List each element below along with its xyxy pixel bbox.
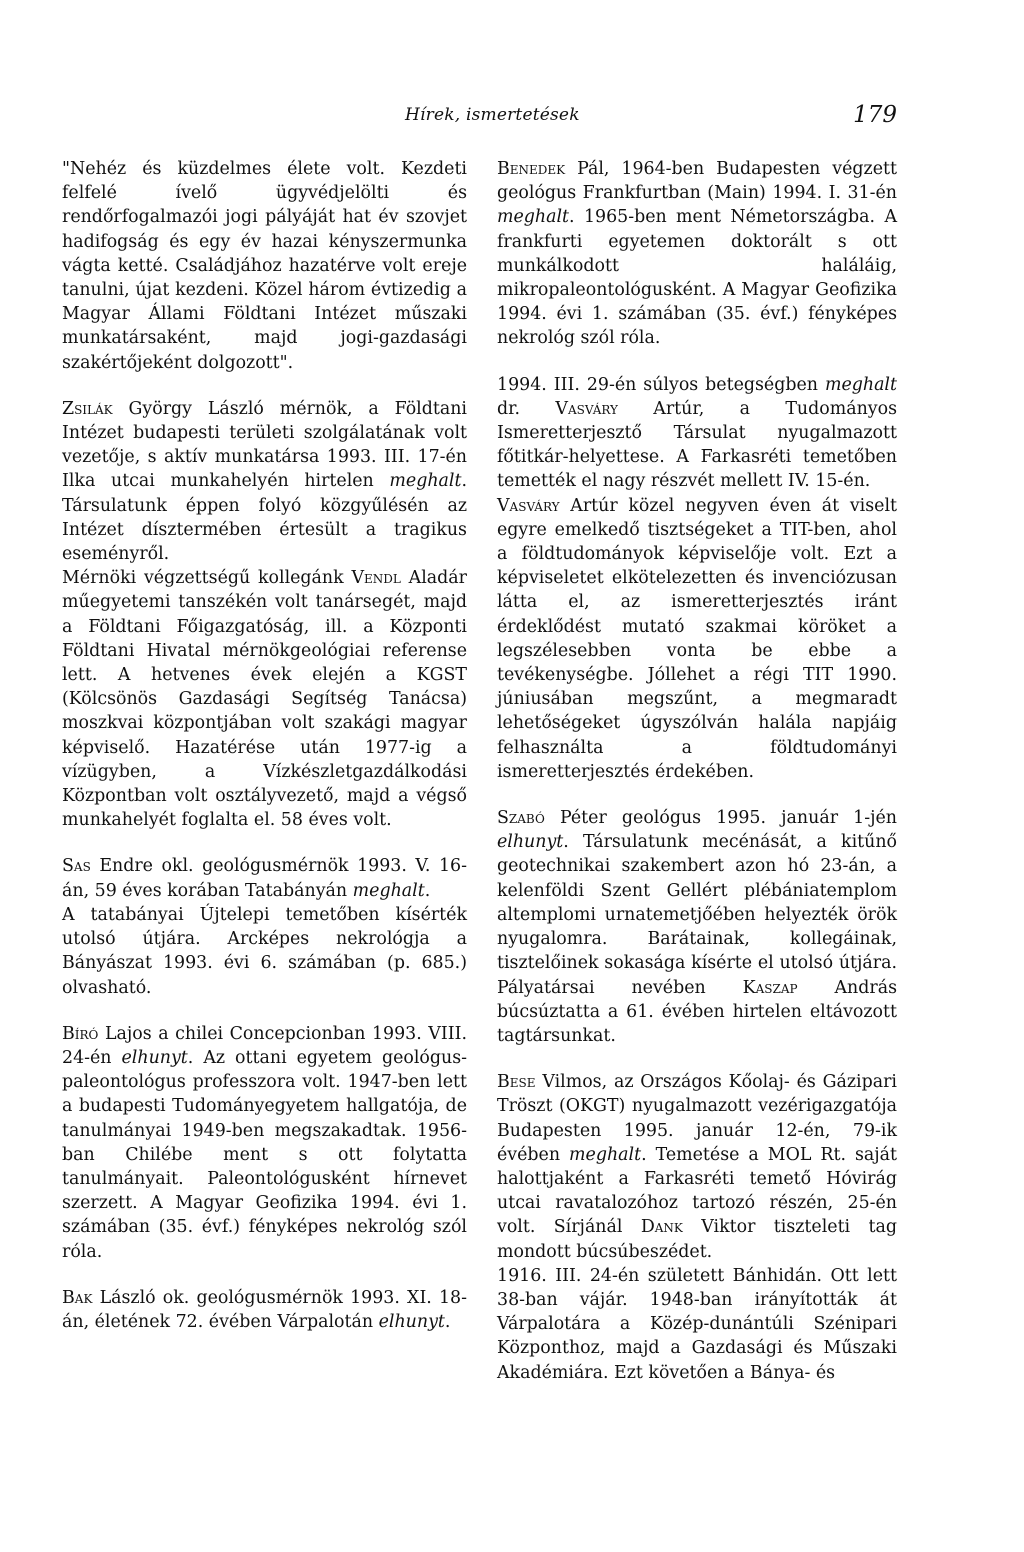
person-name: Szabó bbox=[497, 808, 545, 829]
person-name: Bese bbox=[497, 1072, 536, 1093]
emphasis-text: elhunyt bbox=[378, 1311, 445, 1332]
emphasis-text: meghalt bbox=[352, 880, 425, 901]
body-text: András búcsúztatta a 61. évében hirtelen eltávozott tagtársunkat. bbox=[497, 977, 897, 1046]
obituary-paragraph bbox=[497, 494, 897, 784]
obituary-paragraph bbox=[62, 854, 467, 902]
obituary-paragraph bbox=[497, 806, 897, 1048]
person-name: Kaszap bbox=[742, 977, 798, 998]
body-text: Viktor tiszteleti tag mondott búcsúbeszédet. bbox=[497, 1217, 897, 1262]
obituary-paragraph bbox=[497, 157, 897, 351]
right-column bbox=[497, 157, 897, 1385]
body-text: . bbox=[424, 880, 431, 901]
person-name: Sas bbox=[62, 856, 91, 877]
body-text: . Társulatunk mecénását, a kitűnő geotechnikai szakembert azon hó 23-án, a kelenföldi Szent Gellért plébániatemplom altemplomi urnatemetjőében helyezték örök nyugalomra. Barátainak, kollegáinak, tisztelőinek sokasága kísérte el utolsó útjára. Pályatársai nevében bbox=[497, 832, 897, 998]
body-text: Endre okl. geológusmérnök 1993. V. 16-án, 59 éves korában Tatabányán bbox=[62, 856, 467, 901]
body-text: . bbox=[444, 1311, 451, 1332]
body-text: Péter geológus 1995. január 1-jén bbox=[544, 808, 897, 829]
obituary-paragraph bbox=[62, 903, 467, 1000]
body-text: Lajos a chilei Concepcionban 1993. VIII. 24-én bbox=[62, 1023, 467, 1068]
obituary-paragraph bbox=[62, 1286, 467, 1334]
obituary-paragraph bbox=[62, 1022, 467, 1264]
emphasis-text: elhunyt bbox=[497, 832, 564, 853]
left-column bbox=[62, 157, 467, 1334]
person-name: Vendl bbox=[351, 568, 401, 589]
body-text: . Társulatunk éppen folyó közgyűlésén az Intézet dísztermében értesült a tragikus eseményről. bbox=[62, 471, 467, 565]
obituary-paragraph bbox=[497, 1264, 897, 1385]
body-text: Pál, 1964-ben Budapesten végzett geológus Frankfurtban (Main) 1994. I. 31-én bbox=[497, 159, 897, 204]
body-text: . Temetése a MOL Rt. saját halottjaként a Farkasréti temető Hóvirág utcai ravatalozóhoz tartozó részén, 25-én volt. Sírjánál bbox=[497, 1144, 898, 1238]
person-name: Bak bbox=[62, 1287, 93, 1308]
body-text: . 1965-ben ment Németországba. A frankfurti egyetemen doktorált s ott munkálkodott haláláig, mikropaleontológusként. A Magyar Geofizika 1994. évi 1. számában (35. évf.) fényképes nekrológ szól róla. bbox=[497, 207, 897, 349]
body-text: Artúr közel negyven éven át viselt egyre emelkedő tisztségeket a TIT-ben, ahol a földtudományok képviselője volt. Ezt a képviseletet elkötelezetten és invenciózusan látta el, az ismeretterjesztés iránt érdeklődést mutató szakmai köröket a legszélesebben vonta be ebbe a tevékenységbe. Jóllehet a régi TIT 1990. júniusában megszűnt, a megmaradt lehetőségeket úgyszólván halála napjáig felhasználta a földtudományi ismeretterjesztés érdekében. bbox=[497, 495, 897, 782]
obituary-paragraph bbox=[62, 566, 467, 832]
body-text: A tatabányai Újtelepi temetőben kísérték utolsó útjára. Arcképes nekrológja a Bányászat 1993. évi 6. számában (p. 685.) olvasható. bbox=[62, 904, 467, 998]
emphasis-text: meghalt bbox=[389, 471, 462, 492]
body-text: dr. bbox=[497, 398, 556, 419]
body-text: Mérnöki végzettségű kollegánk bbox=[62, 568, 352, 589]
body-text: Aladár műegyetemi tanszékén volt tanársegét, majd a Földtani Főigazgatóság, ill. a Központi Földtani Hivatal mérnökgeológiai referense lett. A hetvenes évek elején a KGST (Kölcsönös Gazdasági Segítség Tanácsa) moszkvai központjában volt szakági magyar képviselő. Hazatérése után 1977-ig a vízügyben, a Vízkészletgazdálkodási Központban volt osztályvezető, majd a végső munkahelyét foglalta el. 58 éves volt. bbox=[62, 568, 467, 831]
body-text: "Nehéz és küzdelmes élete volt. Kezdeti felfelé ívelő ügyvédjelölti és rendőrfogalmazói jogi pályáját hat év szovjet hadifogság és egy év hazai kényszermunka vágta ketté. Családjához hazatérve volt ereje tanulni, újat kezdeni. Közel három évtizedig a Magyar Állami Földtani Intézet műszaki munkatársaként, majd jogi-gazdasági szakértőjeként dolgozott". bbox=[62, 159, 467, 373]
person-name: Vasváry bbox=[555, 398, 618, 419]
obituary-paragraph bbox=[497, 1070, 897, 1264]
person-name: Benedek bbox=[497, 159, 566, 179]
body-text: . Az ottani egyetem geológus-paleontológus professzora volt. 1947-ben lett a budapesti Tudományegyetem hallgatója, de tanulmányai 1949-ben megszakadtak. 1956-ban Chilébe ment s ott folytatta tanulmányait. Paleontológusként hírnevet szerzett. A Magyar Geofizika 1994. évi 1. számában (35. évf.) fényképes nekrológ szól róla. bbox=[62, 1047, 468, 1262]
emphasis-text: meghalt bbox=[824, 374, 897, 395]
body-text: 1994. III. 29-én súlyos betegségben bbox=[497, 374, 825, 395]
obituary-paragraph bbox=[62, 397, 467, 566]
body-text: Artúr, a Tudományos Ismeretterjesztő Társulat nyugalmazott főtitkár-helyettese. A Farkasréti temetőben temették el nagy részvét mellett IV. 15-én. bbox=[497, 398, 898, 492]
body-text: Vilmos, az Országos Kőolaj- és Gázipari Tröszt (OKGT) nyugalmazott vezérigazgatója Budapesten 1995. január 12-én, 79-ik évében bbox=[497, 1072, 897, 1165]
obituary-paragraph bbox=[62, 157, 467, 375]
running-title: Hírek, ismertetések bbox=[405, 105, 580, 125]
page-number: 179 bbox=[853, 102, 897, 128]
body-text: György László mérnök, a Földtani Intézet budapesti területi szolgálatának volt vezetője, s aktív munkatársa 1993. III. 17-én Ilka utcai munkahelyén hirtelen bbox=[62, 398, 467, 492]
body-text: 1916. III. 24-én született Bánhidán. Ott lett 38-ban vájár. 1948-ban irányították át Várpalotára a Közép-dunántúli Szénipari Központhoz, majd a Gazdasági és Műszaki Akadémiára. Ezt követően a Bánya- és bbox=[497, 1265, 897, 1383]
person-name: Vasváry bbox=[497, 495, 560, 516]
emphasis-text: meghalt bbox=[497, 207, 570, 228]
emphasis-text: meghalt bbox=[569, 1144, 642, 1165]
emphasis-text: elhunyt bbox=[121, 1047, 188, 1068]
person-name: Zsilák bbox=[62, 398, 113, 419]
page-header bbox=[62, 102, 897, 137]
body-text: László ok. geológusmérnök 1993. XI. 18-án, életének 72. évében Várpalotán bbox=[62, 1287, 467, 1332]
person-name: Dank bbox=[640, 1217, 683, 1238]
obituary-paragraph bbox=[497, 373, 897, 494]
person-name: Bíró bbox=[62, 1023, 99, 1044]
